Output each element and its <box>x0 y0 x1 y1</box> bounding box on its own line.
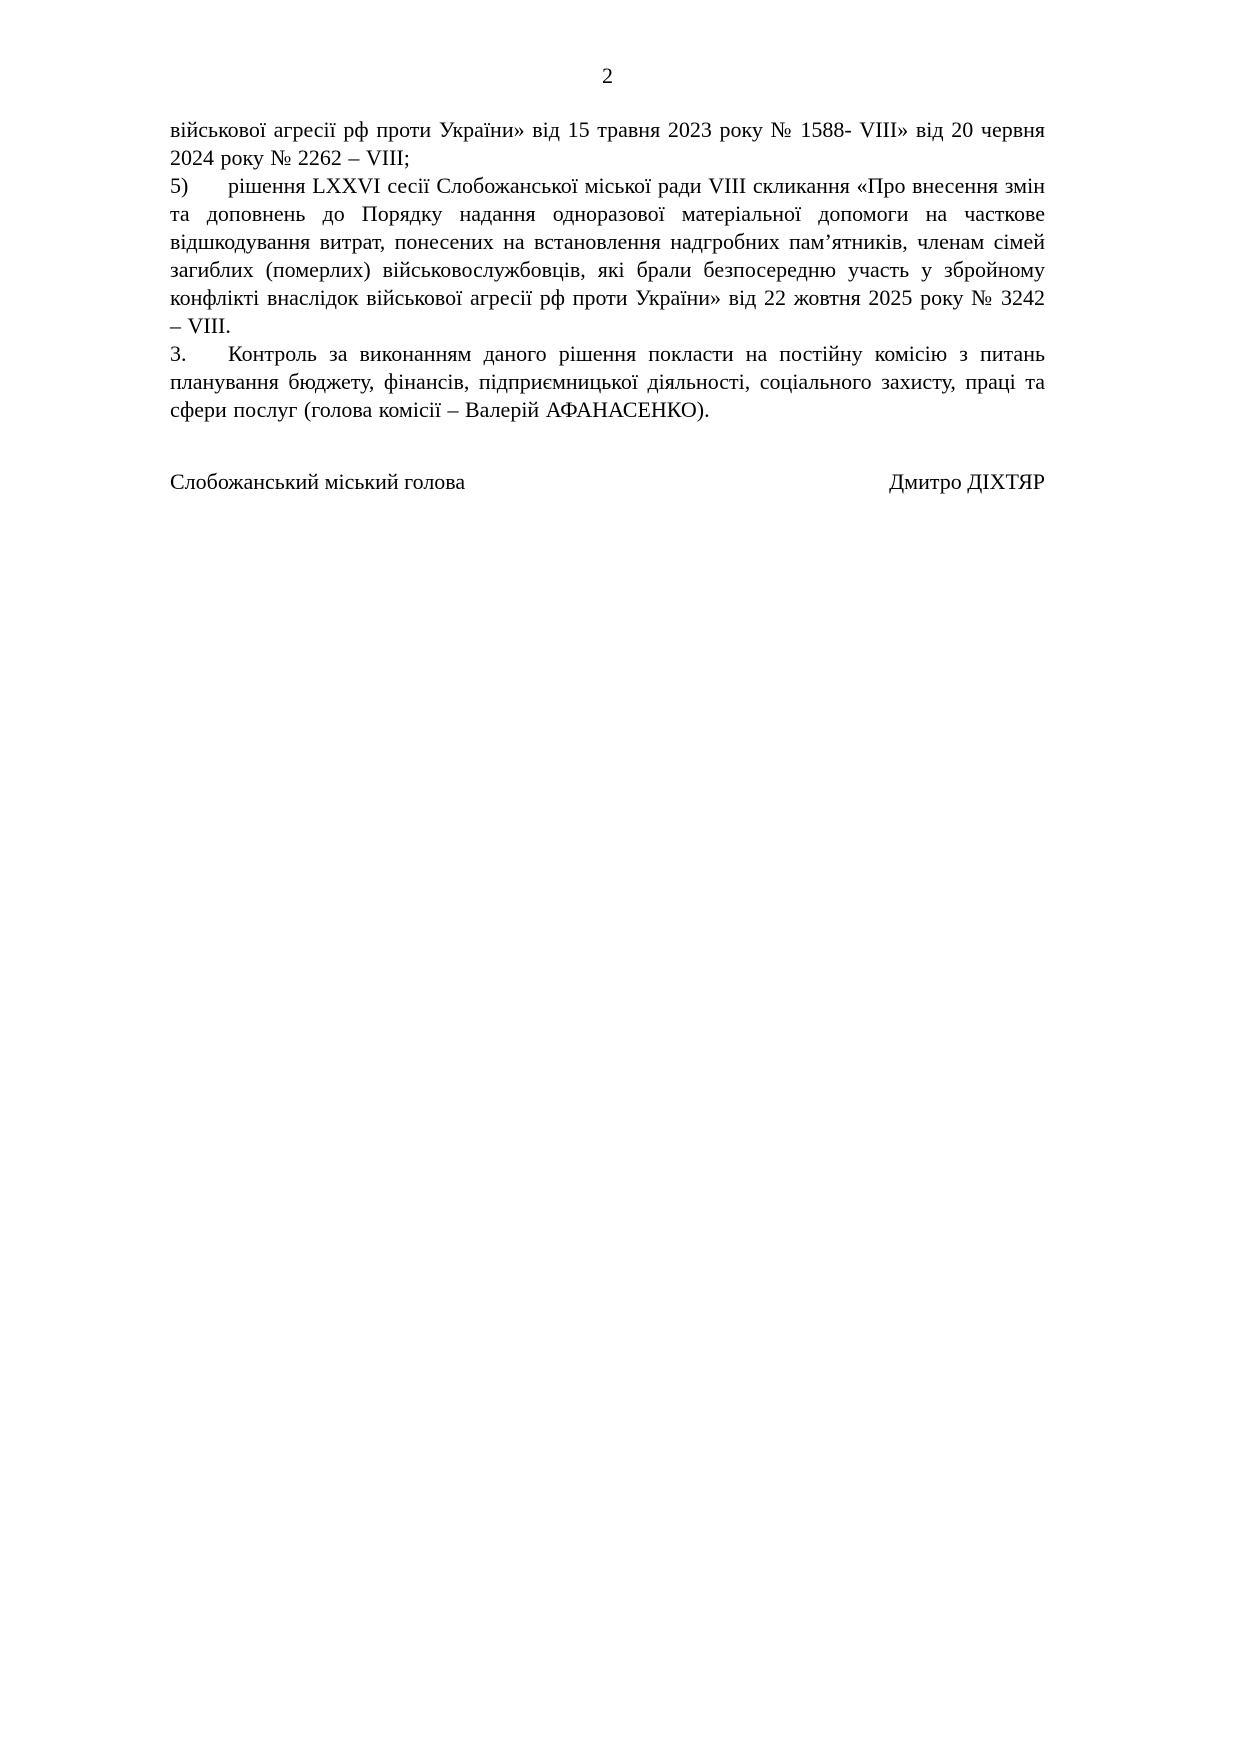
page-number: 2 <box>602 63 613 88</box>
document-body <box>170 116 1045 424</box>
paragraph-item-3-label: 3. <box>170 341 187 366</box>
paragraph-continuation-text: військової агресії рф проти України» від 15 травня 2023 року № 1588- VIII» від 20 червня 2024 року № 2262 – VIII; <box>170 117 1045 170</box>
paragraph-item-5-text: рішення LXXVI сесії Слобожанської міської ради VIII скликання «Про внесення змін та доповнень до Порядку надання одноразової матеріальної допомоги на часткове відшкодування витрат, понесених на встановлення надгробних пам’ятників, членам сімей загиблих (померлих) військовослужбовців, які брали безпосередню участь у збройному конфлікті внаслідок військової агресії рф проти України» від 22 жовтня 2025 року № 3242 – VIII. <box>170 173 1045 338</box>
signature-block <box>170 468 1045 496</box>
paragraph-item-5-label: 5) <box>170 173 189 198</box>
page-content <box>170 62 1045 496</box>
signature-position-title: Слобожанський міський голова <box>170 469 466 494</box>
paragraph-item-3 <box>170 340 1045 424</box>
paragraph-continuation <box>170 116 1045 172</box>
paragraph-item-3-text: Контроль за виконанням даного рішення покласти на постійну комісію з питань планування бюджету, фінансів, підприємницької діяльності, соціального захисту, праці та сфери послуг (голова комісії – Валерій АФАНАСЕНКО). <box>170 341 1045 422</box>
signature-name: Дмитро ДІХТЯР <box>889 469 1045 494</box>
paragraph-item-5 <box>170 172 1045 340</box>
